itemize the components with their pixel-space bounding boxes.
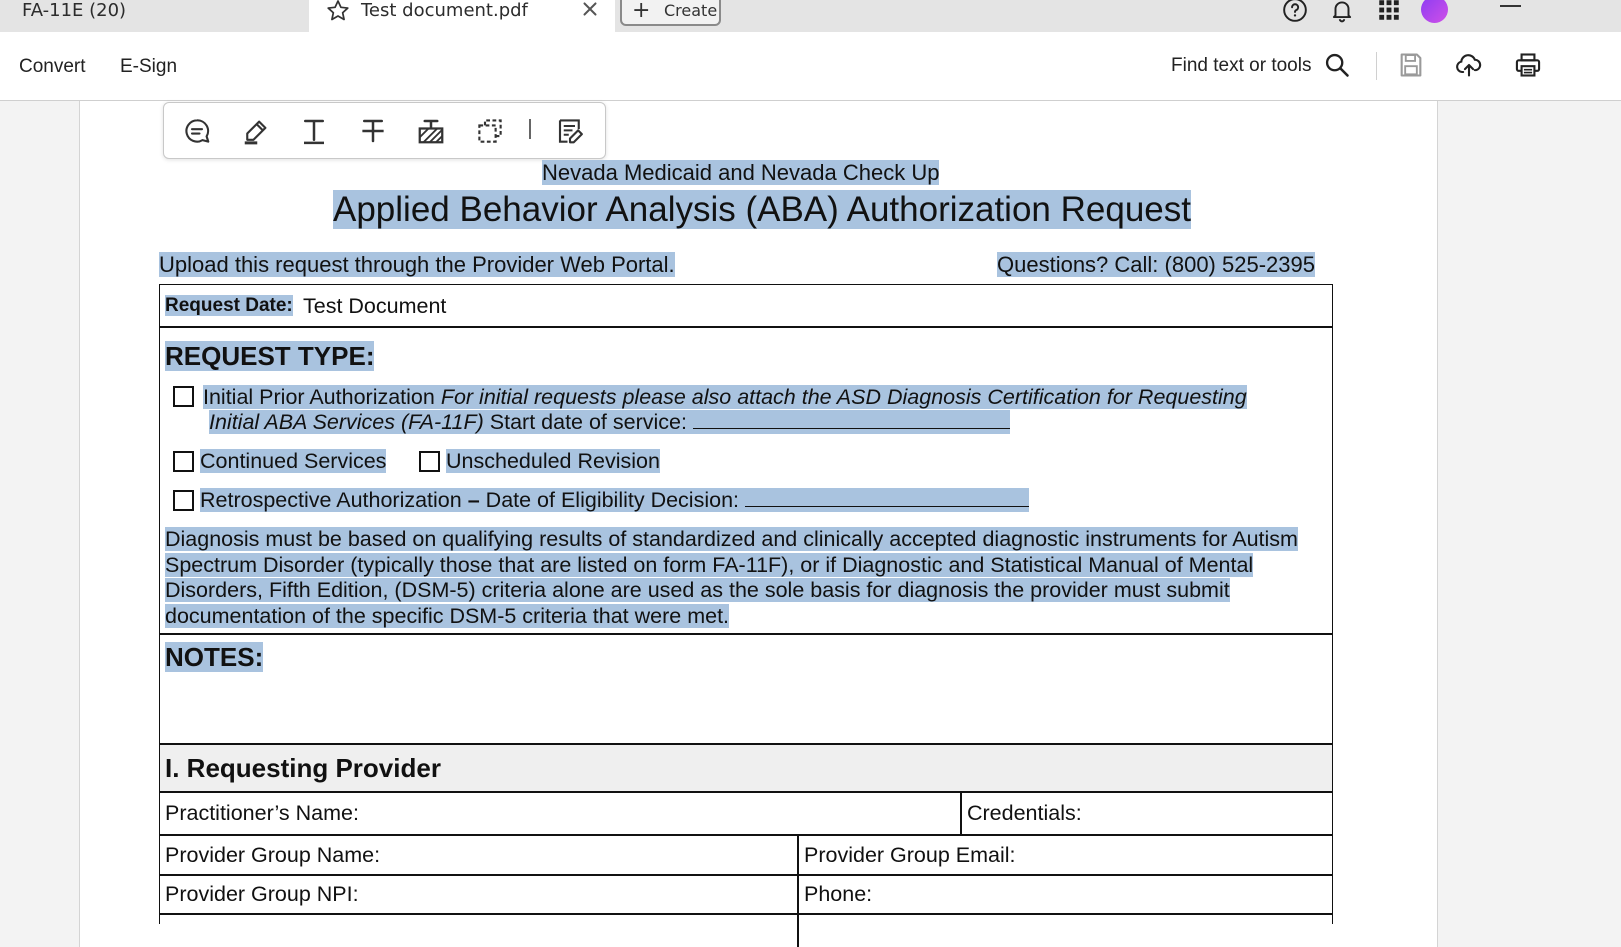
unscheduled-revision-label: Unscheduled Revision <box>446 449 660 473</box>
upload-instruction: Upload this request through the Provider Web Portal. <box>159 252 675 277</box>
provider-group-email-field[interactable]: Provider Group Email: <box>804 843 1016 867</box>
text-cursor-icon[interactable] <box>299 116 329 146</box>
tab-bar <box>0 0 1621 32</box>
convert-menu[interactable]: Convert <box>19 56 86 77</box>
initial-prior-auth-label: Initial Prior Authorization For initial requests please also attach the ASD Diagnosis Certification for Requesting <box>203 385 1247 409</box>
select-area-icon[interactable] <box>475 116 505 146</box>
tab-label: FA-11E (20) <box>22 0 127 21</box>
notes-heading: NOTES: <box>165 642 264 672</box>
star-icon[interactable] <box>325 0 351 24</box>
requesting-provider-heading: I. Requesting Provider <box>165 753 441 783</box>
tab-label: Test document.pdf <box>361 0 528 21</box>
avatar[interactable] <box>1421 0 1448 23</box>
esign-menu[interactable]: E-Sign <box>120 56 178 77</box>
cloud-upload-icon[interactable] <box>1455 51 1483 79</box>
minimize-icon[interactable] <box>1500 5 1521 7</box>
diagnosis-requirement-text: Diagnosis must be based on qualifying results of standardized and clinically accepted diagnostic instruments for Autism Spectrum Disorder (typically those that are listed on form FA-11F), or if Diagnostic and Statistical Manual of Mental Disorders, Fifth Edition, (DSM-5) criteria alone are used as the sole basis for diagnosis the provider must submit documentation of the specific DSM-5 criteria that were met. <box>165 527 1298 628</box>
annotation-toolbar <box>163 102 606 159</box>
notes-field[interactable] <box>161 675 1331 741</box>
unscheduled-revision-checkbox[interactable] <box>419 451 440 472</box>
table-rule <box>159 874 1333 876</box>
table-col-rule <box>797 834 799 947</box>
document-subtitle: Nevada Medicaid and Nevada Check Up <box>542 160 940 185</box>
tab-test-document[interactable] <box>309 0 615 32</box>
continued-services-checkbox[interactable] <box>173 451 194 472</box>
initial-prior-auth-note: Initial ABA Services (FA-11F) Start date of service: <box>209 410 1010 435</box>
edit-text-icon[interactable] <box>555 116 585 146</box>
continued-services-label: Continued Services <box>200 449 387 473</box>
credentials-field[interactable]: Credentials: <box>967 801 1082 825</box>
table-rule <box>159 791 1333 793</box>
retrospective-auth-checkbox[interactable] <box>173 490 194 511</box>
phone-field[interactable]: Phone: <box>804 882 873 906</box>
request-date-field[interactable]: Test Document <box>303 294 447 318</box>
help-icon[interactable] <box>1282 0 1308 23</box>
plus-icon: + <box>632 0 651 23</box>
save-icon[interactable] <box>1397 51 1425 79</box>
toolbar-divider <box>1376 52 1377 80</box>
table-rule <box>159 326 1333 328</box>
highlight-pen-icon[interactable] <box>241 116 271 146</box>
table-rule <box>159 743 1333 745</box>
find-tools-search[interactable]: Find text or tools <box>1171 55 1312 76</box>
practitioner-name-field[interactable]: Practitioner’s Name: <box>165 801 359 825</box>
retrospective-auth-label: Retrospective Authorization – Date of Eligibility Decision: <box>200 488 1029 513</box>
annotation-divider <box>529 119 531 139</box>
create-button[interactable] <box>620 0 721 26</box>
start-date-field[interactable] <box>693 410 1010 429</box>
initial-prior-auth-checkbox[interactable] <box>173 386 194 407</box>
table-rule <box>159 834 1333 836</box>
bell-icon[interactable] <box>1329 0 1355 23</box>
tab-fa-11e[interactable] <box>0 0 308 32</box>
comment-icon[interactable] <box>182 116 212 146</box>
strikethrough-icon[interactable] <box>358 116 388 146</box>
print-icon[interactable] <box>1514 51 1542 79</box>
questions-phone: Questions? Call: (800) 525-2395 <box>997 252 1315 277</box>
eligibility-date-field[interactable] <box>745 488 1029 507</box>
request-date-label: Request Date: <box>165 295 293 316</box>
provider-group-name-field[interactable]: Provider Group Name: <box>165 843 381 867</box>
table-col-rule <box>960 791 962 834</box>
apps-grid-icon[interactable] <box>1376 0 1402 23</box>
highlight-text-icon[interactable] <box>416 116 446 146</box>
close-icon[interactable] <box>579 0 601 20</box>
create-label: Create <box>664 1 718 20</box>
request-type-heading: REQUEST TYPE: <box>165 341 375 371</box>
provider-group-npi-field[interactable]: Provider Group NPI: <box>165 882 359 906</box>
document-title: Applied Behavior Analysis (ABA) Authorization Request <box>333 190 1191 229</box>
search-icon[interactable] <box>1323 51 1351 79</box>
table-rule <box>159 633 1333 635</box>
main-toolbar <box>0 32 1621 101</box>
table-rule <box>159 913 1333 915</box>
